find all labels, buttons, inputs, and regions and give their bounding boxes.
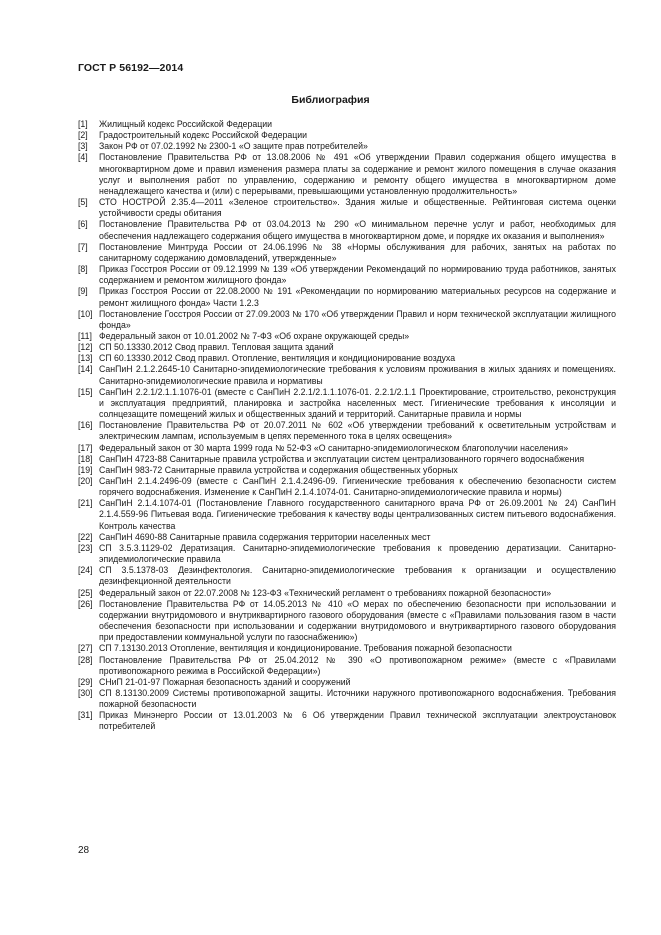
- entry-number: [15]: [78, 386, 93, 397]
- entry-number: [17]: [78, 442, 93, 453]
- entry-number: [2]: [78, 130, 88, 141]
- bibliography-entry: [78, 197, 616, 219]
- entry-number: [8]: [78, 264, 88, 275]
- page-number: 28: [78, 845, 90, 856]
- entry-text: СП 3.5.3.1129-02 Дератизация. Санитарно-эпидемиологические требования к проведению дератизации. Санитарно-эпидемиологические правила: [99, 542, 616, 565]
- bibliography-entry: [78, 677, 616, 688]
- entry-text: СНиП 21-01-97 Пожарная безопасность зданий и сооружений: [99, 676, 351, 687]
- entry-text: СП 60.13330.2012 Свод правил. Отопление, вентиляция и кондиционирование воздуха: [99, 353, 456, 364]
- entry-text: СП 7.13130.2013 Отопление, вентиляция и кондиционирование. Требования пожарной безопасности: [99, 643, 512, 654]
- entry-text: Федеральный закон от 10.01.2002 № 7-ФЗ «Об охране окружающей среды»: [99, 330, 410, 341]
- bibliography-entry: [78, 454, 616, 465]
- entry-number: [6]: [78, 219, 88, 230]
- entry-text: СанПиН 2.1.4.1074-01 (Постановление Главного государственного санитарного врача РФ от 26.09.2001 № 24) СанПиН 2.1.4.559-96 Питьевая вода. Гигиенические требования к качеству воды централизованных систем питьевого водоснабжения. Контроль качества: [99, 498, 616, 531]
- entry-text: СП 3.5.1378-03 Дезинфектология. Санитарно-эпидемиологические требования к организации и осуществлению дезинфекционной деятельности: [99, 565, 616, 587]
- entry-text: Приказ Минэнерго России от 13.01.2003 № 6 Об утверждении Правил технической эксплуатации электроустановок потребителей: [99, 710, 616, 732]
- entry-number: [11]: [78, 330, 92, 341]
- entry-number: [16]: [78, 420, 93, 431]
- entry-text: СП 8.13130.2009 Системы противопожарной защиты. Источники наружного противопожарного водоснабжения. Требования пожарной безопасности: [99, 687, 616, 710]
- entry-text: Федеральный закон от 22.07.2008 № 123-ФЗ «Технический регламент о требованиях пожарной безопасности»: [99, 587, 552, 598]
- entry-text: Приказ Госстроя России от 09.12.1999 № 139 «Об утверждении Рекомендаций по нормированию труда работников, занятых содержанием и ремонтом жилищного фонда»: [99, 264, 616, 286]
- entry-text: СанПиН 2.2.1/2.1.1.1076-01 (вместе с СанПиН 2.2.1/2.1.1.1076-01. 2.2.1/2.1.1 Проектирование, строительство, реконструкция и эксплуатация предприятий, планировка и застройка населенных мест. Гигиенические требования к инсоляции и солнцезащите помещений жилых и общественных зданий и территорий. Санитарные правила и нормы: [99, 386, 616, 420]
- entry-number: [25]: [78, 587, 93, 598]
- entry-number: [26]: [78, 598, 93, 609]
- page-title: Библиография: [291, 94, 370, 106]
- entry-text: Постановление Правительства РФ от 14.05.2013 № 410 «О мерах по обеспечению безопасности при использовании и содержании внутридомового и внутриквартирного газового оборудования (вместе с «Правилами пользования газом в части обеспечения безопасности при использовании и содержании внутридомового и внутриквартирного газового оборудования при предоставлении коммунальной услуги по газоснабжению»): [99, 598, 616, 643]
- bibliography-entry: [78, 387, 616, 420]
- entry-number: [29]: [78, 676, 93, 687]
- entry-number: [27]: [78, 643, 93, 654]
- bibliography-entry: [78, 643, 616, 654]
- entry-number: [24]: [78, 565, 93, 576]
- bibliography-entry: [78, 219, 616, 241]
- bibliography-entry: [78, 655, 616, 677]
- entry-number: [7]: [78, 241, 88, 252]
- entry-number: [14]: [78, 364, 93, 375]
- bibliography-entry: [78, 331, 616, 342]
- entry-text: Приказ Госстроя России от 22.08.2000 № 191 «Рекомендации по нормированию материальных ресурсов на содержание и ремонт жилищного фонда» Части 1.2.3: [99, 286, 616, 308]
- bibliography-entry: [78, 342, 616, 353]
- entry-text: Закон РФ от 07.02.1992 № 2300-1 «О защите прав потребителей»: [99, 141, 368, 152]
- bibliography-entry: [78, 543, 616, 565]
- entry-text: Постановление Правительства РФ от 13.08.2006 № 491 «Об утверждении Правил содержания общего имущества в многоквартирном доме и правил изменения размера платы за содержание и ремонт жилого помещения в случае оказания услуг и выполнения работ по управлению, содержанию и ремонту общего имущества в многоквартирном доме ненадлежащего качества и (или) с перерывами, превышающими установленную продолжительность»: [99, 152, 616, 196]
- entry-text: Постановление Минтруда России от 24.06.1996 № 38 «Нормы обслуживания для рабочих, занятых на работах по санитарному содержанию домовладений, утвержденные»: [99, 241, 616, 263]
- entry-text: СП 50.13330.2012 Свод правил. Тепловая защита зданий: [99, 342, 334, 353]
- entry-text: Постановление Госстроя России от 27.09.2003 № 170 «Об утверждении Правил и норм технической эксплуатации жилищного фонда»: [99, 308, 616, 330]
- entry-number: [28]: [78, 654, 93, 665]
- entry-number: [1]: [78, 119, 88, 129]
- entry-number: [3]: [78, 141, 88, 152]
- bibliography-entry: [78, 688, 616, 710]
- entry-number: [18]: [78, 453, 93, 464]
- entry-text: СанПиН 2.1.4.2496-09 (вместе с СанПиН 2.1.4.2496-09. Гигиенические требования к обеспечению безопасности систем горячего водоснабжения. Изменение к СанПиН 2.1.4.1074-01. Санитарно-эпидемиологические правила и нормы): [99, 476, 616, 498]
- bibliography-entry: [78, 599, 616, 644]
- entry-number: [5]: [78, 197, 88, 208]
- bibliography-entry: [78, 264, 616, 286]
- entry-text: СанПиН 2.1.2.2645-10 Санитарно-эпидемиологические требования к условиям проживания в жилых зданиях и помещениях. Санитарно-эпидемиологические правила и нормативы: [99, 364, 616, 386]
- entry-number: [9]: [78, 286, 88, 297]
- entry-text: СанПиН 4723-88 Санитарные правила устройства и эксплуатации систем централизованного горячего водоснабжения: [99, 453, 585, 464]
- bibliography-entry: [78, 286, 616, 308]
- bibliography-entry: [78, 588, 616, 599]
- entry-number: [20]: [78, 476, 93, 486]
- entry-text: Постановление Правительства РФ от 20.07.2011 № 602 «Об утверждении требований к осветительным устройствам и электрическим лампам, используемым в цепях переменного тока в целях освещения»: [99, 420, 616, 442]
- document-code: ГОСТ Р 56192—2014: [78, 62, 184, 74]
- entry-number: [22]: [78, 531, 93, 542]
- bibliography-entry: [78, 152, 616, 197]
- entry-number: [10]: [78, 308, 93, 319]
- entry-number: [23]: [78, 542, 93, 553]
- entry-number: [21]: [78, 498, 93, 509]
- entry-number: [19]: [78, 464, 93, 475]
- entry-text: Жилищный кодекс Российской Федерации: [99, 119, 273, 129]
- entry-text: Постановление Правительства РФ от 03.04.2013 № 290 «О минимальном перечне услуг и работ, необходимых для обеспечения надлежащего содержания общего имущества в многоквартирном доме, и порядке их оказания и выполнения»: [99, 219, 616, 241]
- entry-text: Постановление Правительства РФ от 25.04.2012 № 390 «О противопожарном режиме» (вместе с «Правилами противопожарного режима в Российской Федерации»): [99, 654, 616, 676]
- entry-text: Федеральный закон от 30 марта 1999 года № 52-ФЗ «О санитарно-эпидемиологическом благополучии населения»: [99, 442, 569, 453]
- bibliography-entry: [78, 353, 616, 364]
- entry-text: СанПиН 4690-88 Санитарные правила содержания территории населенных мест: [99, 531, 431, 542]
- entry-number: [13]: [78, 353, 93, 364]
- bibliography-entry: [78, 141, 616, 152]
- bibliography-entry: [78, 476, 616, 498]
- bibliography-entry: [78, 420, 616, 442]
- entry-text: СанПиН 983-72 Санитарные правила устройства и содержания общественных уборных: [99, 464, 458, 475]
- bibliography-entry: [78, 710, 616, 732]
- bibliography-list: [78, 119, 616, 733]
- entry-number: [31]: [78, 710, 93, 721]
- entry-number: [4]: [78, 152, 88, 163]
- bibliography-entry: [78, 498, 616, 531]
- entry-text: Градостроительный кодекс Российской Федерации: [99, 130, 307, 141]
- entry-number: [12]: [78, 342, 93, 353]
- bibliography-entry: [78, 309, 616, 331]
- bibliography-entry: [78, 465, 616, 476]
- bibliography-entry: [78, 443, 616, 454]
- bibliography-entry: [78, 130, 616, 141]
- bibliography-entry: [78, 242, 616, 264]
- bibliography-entry: [78, 532, 616, 543]
- entry-text: СТО НОСТРОЙ 2.35.4—2011 «Зеленое строительство». Здания жилые и общественные. Рейтинговая система оценки устойчивости среды обитания: [99, 197, 616, 219]
- bibliography-entry: [78, 364, 616, 386]
- bibliography-entry: [78, 119, 616, 130]
- entry-number: [30]: [78, 687, 93, 698]
- bibliography-entry: [78, 565, 616, 587]
